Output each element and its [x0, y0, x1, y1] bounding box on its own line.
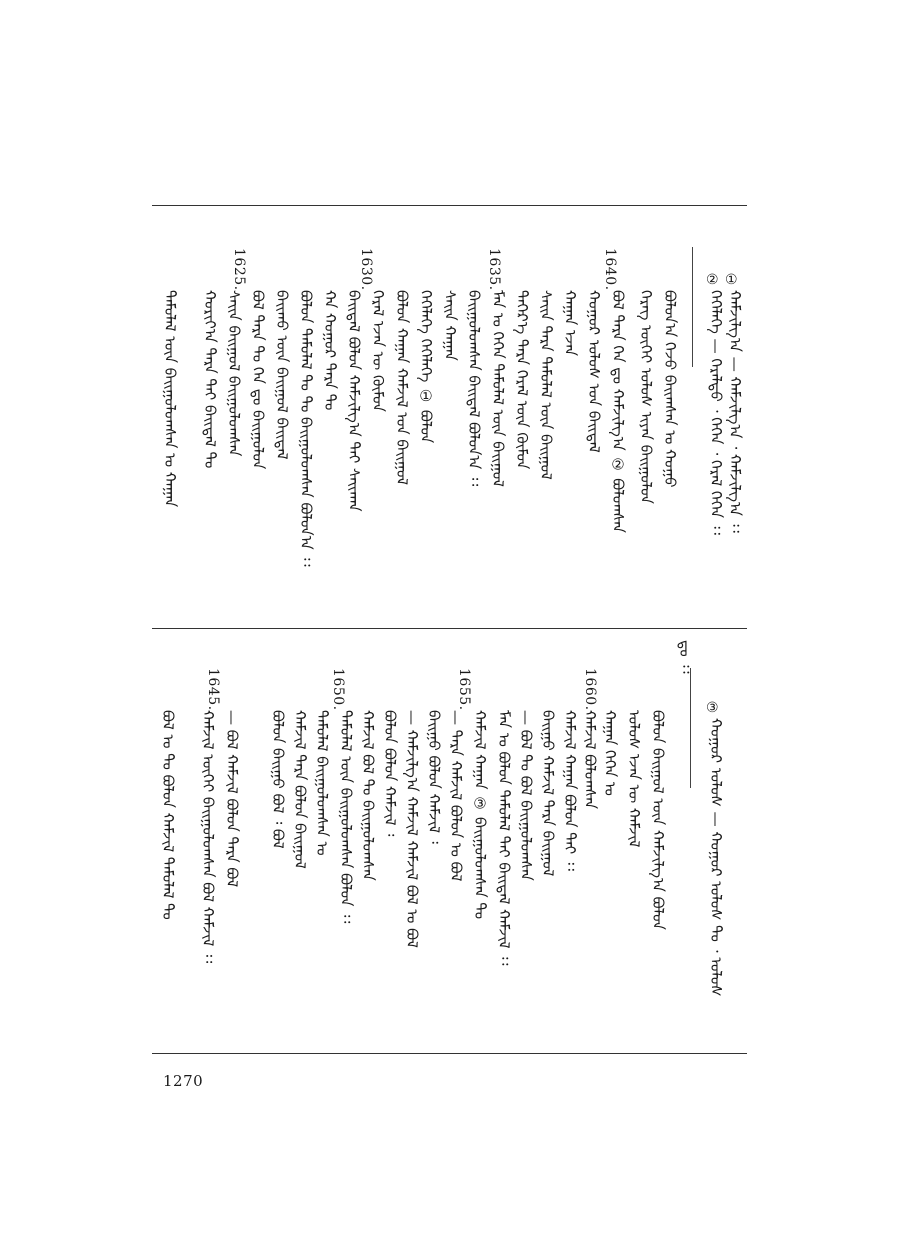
- upper-footnote-line: ᠬᠠᠮᠵᠢᠯᠭ᠎ᠠ — ᠬᠠᠮᠵᠢᠯᠭ᠎ᠠ ᠂ ᠬᠠᠮᠵᠢᠯᠭ᠎ᠠ ᠄᠄: [726, 290, 744, 533]
- verse-line: ᠲᠡᠮᠦᠯᠡᠯ ᠦᠨ ᠪᠠᠢᠭᠤᠯᠤᠭᠰᠠᠨ ᠪᠣᠯᠤᠨ ᠄᠄: [337, 710, 355, 924]
- verse-line: ᠪᠠᠢᠳᠠᠯ ᠪᠣᠯᠤᠨ ᠬᠠᠮᠵᠢᠯᠭ᠎ᠠ ᠲᠠᠢ ᠰᠠᠢᠬᠠᠨ: [345, 290, 363, 512]
- verse-line: ᠪᠣᠯᠤᠨ ᠲᠡᠮᠦᠯᠡᠯ ᠲᠤ ᠲᠤ ᠪᠠᠢᠭᠤᠯᠤᠭᠰᠠᠨ ᠪᠣᠯᠤᠨ᠎ᠠ ᠄᠄: [297, 290, 315, 567]
- line-number: 1630.: [358, 248, 374, 291]
- verse-line: ᠬᠡᠷᠡᠭ ᠦᠭᠡᠢ ᠤᠯᠤᠰ ᠢᠶᠠᠨ ᠪᠠᠢᠭᠤᠯᠤᠨ: [637, 290, 655, 504]
- line-number: 1625.: [231, 248, 247, 291]
- line-number: 1640.: [602, 248, 618, 291]
- lower-footnote-line: ᠬᠤᠭᠤᠷ ᠤᠯᠤᠰ — ᠬᠤᠭᠤᠷ ᠤᠯᠤᠰ ᠲᠤ ᠂ ᠤᠯᠤᠰ: [707, 718, 725, 997]
- verse-line: ᠪᠠᠢᠬᠤ ᠦᠨ ᠪᠠᠢᠭᠤᠯ ᠪᠠᠢᠳᠠᠯ: [273, 290, 291, 460]
- verse-line: ᠪᠣᠯᠤᠨ ᠪᠠᠢᠭᠤ ᠪᠣᠯ ᠄ ᠪᠣᠯ: [269, 710, 287, 849]
- upper-footnote-marker-2: ②: [706, 272, 719, 288]
- verse-line: ᠳᠤ ᠄᠄: [676, 640, 694, 674]
- verse-line: ᠲᠡᠮᠦᠯᠡᠯ ᠦᠨ ᠪᠠᠢᠭᠤᠯᠤᠭᠰᠠᠨ ᠤ ᠬᠠᠭᠠᠨ: [161, 290, 179, 508]
- verse-line: ᠬᠠᠮᠵᠢᠯ ᠬᠠᠭᠠᠨ ᠪᠣᠯᠤᠨ ᠲᠠᠢ ᠄᠄: [561, 710, 579, 871]
- verse-line: — ᠬᠠᠮᠵᠢᠯᠭ᠎ᠠ ᠬᠠᠮᠵᠢᠯ ᠬᠠᠮᠵᠢᠯ ᠪᠣᠯ ᠤ ᠪᠣᠯ: [403, 710, 421, 948]
- verse-line: ᠬᠠᠮᠵᠢᠯ ᠦᠭᠡᠢ ᠪᠠᠢᠭᠤᠯᠤᠭᠰᠠᠨ ᠪᠣᠯ ᠬᠠᠮᠵᠢᠯ ᠄᠄: [199, 710, 217, 964]
- line-number: 1655.: [456, 668, 472, 711]
- verse-line: ᠬᠠᠮᠵᠢᠯ ᠲᠡᠷᠡ ᠪᠣᠯᠤᠨ ᠪᠠᠢᠭᠤᠯ: [291, 710, 309, 869]
- verse-line: ᠬᠠᠮᠵᠢᠯ ᠪᠣᠯᠤᠭᠰᠠᠨ: [581, 710, 599, 809]
- line-number: 1635.: [486, 248, 502, 291]
- verse-line: ᠪᠣᠯᠤᠨ᠎ᠠ ᠭᠡᠵᠦ ᠪᠠᠢᠭᠰᠠᠨ ᠤ ᠬᠤᠭᠤ: [661, 290, 679, 488]
- verse-line: ᠬᠠᠮᠵᠢᠯ ᠬᠠᠭᠠᠨ ③ ᠪᠠᠢᠭᠤᠯᠤᠭᠰᠠᠨ ᠲᠤ: [471, 710, 489, 920]
- verse-line: ᠰᠠᠢᠨ ᠬᠠᠭᠠᠨ: [441, 290, 459, 361]
- line-number: 1645.: [205, 668, 221, 711]
- verse-line: ᠳᠡᠭᠡᠷ᠎ᠡ ᠲᠡᠷᠡ ᠭᠡᠷᠡᠯ ᠦᠨ ᠬᠦᠮᠦᠨ: [513, 290, 531, 470]
- verse-line: ᠭᠡᠷᠡᠯ ᠡᠵᠡᠨ ᠦ ᠬᠦᠮᠦᠨ: [369, 290, 387, 412]
- verse-line: ᠪᠣᠯᠤᠨ ᠪᠣᠯᠤᠨ ᠬᠠᠮᠵᠢᠯ ᠄: [381, 710, 399, 837]
- line-number: 1660.: [582, 668, 598, 711]
- upper-footnote-separator: [692, 247, 693, 367]
- middle-rule: [152, 628, 747, 629]
- verse-line: ᠪᠣᠯ ᠲᠡᠷᠡ ᠲᠤ ᠭᠡᠨ ᠳᠤ ᠪᠠᠢᠭᠤᠯᠤᠨ: [249, 290, 267, 470]
- verse-line: ᠪᠣᠯ ᠤ ᠲᠤ ᠪᠣᠯᠤᠨ ᠬᠠᠮᠵᠢᠯ ᠲᠡᠮᠦᠯᠡᠯ ᠲᠤ: [159, 710, 177, 920]
- verse-line: ᠮᠠᠨ ᠤ ᠬᠡᠭᠡᠨ ᠲᠡᠮᠦᠯᠡᠯ ᠦᠨ ᠪᠠᠢᠭᠤᠯ: [489, 290, 507, 487]
- verse-line: ᠬᠠᠭᠠᠨ ᠭᠡᠭᠡᠨ ᠤ: [601, 710, 619, 796]
- verse-line: — ᠪᠣᠯ ᠬᠠᠮᠵᠢᠯ ᠪᠣᠯᠤᠨ ᠲᠡᠷᠡ ᠪᠣᠯ: [223, 710, 241, 888]
- verse-line: ᠬᠠᠮᠵᠢᠯ ᠪᠣᠯ ᠲᠤ ᠪᠠᠢᠭᠤᠯᠤᠭᠰᠠᠨ: [359, 710, 377, 881]
- bottom-rule: [152, 1053, 747, 1054]
- lower-footnote-separator: [690, 668, 691, 788]
- verse-line: ᠰᠠᠢᠨ ᠲᠡᠷᠡ ᠲᠡᠮᠦᠯᠡᠯ ᠦᠨ ᠪᠠᠢᠭᠤᠯ: [537, 290, 555, 480]
- lower-footnote-marker-3: ③: [706, 700, 719, 716]
- verse-line: ᠪᠠᠢᠭᠤ ᠬᠠᠮᠵᠢᠯ ᠲᠡᠷᠡ ᠪᠠᠢᠭᠤᠯ: [539, 710, 557, 877]
- verse-line: ᠲᠡᠮᠦᠯᠡᠯ ᠪᠠᠢᠭᠤᠯᠤᠭᠰᠠᠨ ᠤ: [313, 710, 331, 856]
- verse-line: ᠪᠣᠯ ᠲᠡᠷᠡ ᠭᠡᠨ ᠳᠤ ᠬᠠᠮᠵᠢᠯᠭ᠎ᠠ ② ᠪᠣᠯᠤᠭᠰᠠᠨ: [609, 290, 627, 533]
- page-number: 1270: [163, 1072, 204, 1090]
- upper-footnote-line: ᠭᠡᠭᠡᠯᠡᠭᠡ — ᠭᠡᠷᠡᠯᠲᠦ ᠂ ᠭᠡᠭᠡᠨ ᠂ ᠭᠡᠷᠡᠯ ᠭᠡᠭᠡᠨ ᠄᠄: [707, 290, 725, 535]
- top-rule: [152, 205, 747, 206]
- verse-line: — ᠪᠣᠯ ᠲᠤ ᠪᠣᠯ ᠪᠠᠢᠭᠤᠯᠤᠭᠰᠠᠨ: [517, 710, 535, 881]
- verse-line: ᠬᠤᠭᠤᠷ ᠤᠯᠤᠰ ᠤᠨ ᠪᠠᠢᠳᠠᠯ: [585, 290, 603, 453]
- verse-line: ᠬᠤᠷᠢᠶ᠎ᠠ ᠲᠡᠷᠡ ᠲᠠᠢ ᠪᠠᠢᠳᠠᠯ ᠲᠤ: [201, 290, 219, 469]
- verse-line: ᠬᠠ ᠬᠤᠭᠤᠷ ᠲᠡᠷᠡ ᠲᠤ: [321, 290, 339, 411]
- verse-line: ᠪᠣᠯᠤᠨ ᠬᠠᠭᠠᠨ ᠬᠠᠮᠵᠢᠯ ᠤᠨ ᠪᠠᠢᠭᠤᠯ: [393, 290, 411, 486]
- verse-line: ᠬᠠᠭᠠᠨ ᠡᠵᠡᠨ: [561, 290, 579, 357]
- verse-line: ᠰᠠᠢᠨ ᠪᠠᠢᠭᠤᠯ ᠪᠠᠢᠭᠤᠯᠤᠭᠰᠠᠨ: [225, 290, 243, 457]
- verse-line: — ᠲᠡᠷᠡ ᠬᠠᠮᠵᠢᠯ ᠪᠣᠯᠤᠨ ᠤ ᠪᠣᠯ: [447, 710, 465, 882]
- verse-line: ᠪᠠᠢᠭᠤ ᠪᠣᠯᠤᠨ ᠬᠠᠮᠵᠢᠯ ᠄: [425, 710, 443, 844]
- verse-line: ᠤᠯᠤᠰ ᠡᠵᠡᠨ ᠦ ᠬᠠᠮᠵᠢᠯ: [625, 710, 643, 848]
- verse-line: ᠪᠣᠯᠤᠨ ᠪᠠᠢᠭᠤᠯ ᠦᠨ ᠬᠠᠮᠵᠢᠯᠭ᠎ᠠ ᠪᠣᠯᠤᠨ: [649, 710, 667, 930]
- verse-line: ᠭᠡᠭᠡᠯᠡᠭᠡ ᠭᠡᠭᠡᠯᠡᠭᠡ ① ᠪᠣᠯᠤᠨ: [417, 290, 435, 444]
- upper-footnote-marker-1: ①: [725, 272, 738, 288]
- line-number: 1650.: [330, 668, 346, 711]
- verse-line: ᠪᠠᠢᠭᠤᠯᠤᠭᠰᠠᠨ ᠪᠠᠢᠳᠠᠯ ᠪᠣᠯᠤᠨ᠎ᠠ ᠄᠄: [465, 290, 483, 487]
- verse-line: ᠮᠠᠨ ᠤ ᠪᠣᠯᠤᠨ ᠲᠡᠮᠦᠯᠡᠯ ᠲᠠᠢ ᠪᠠᠢᠳᠠᠯ ᠬᠠᠮᠵᠢᠯ ᠄᠄: [495, 710, 513, 966]
